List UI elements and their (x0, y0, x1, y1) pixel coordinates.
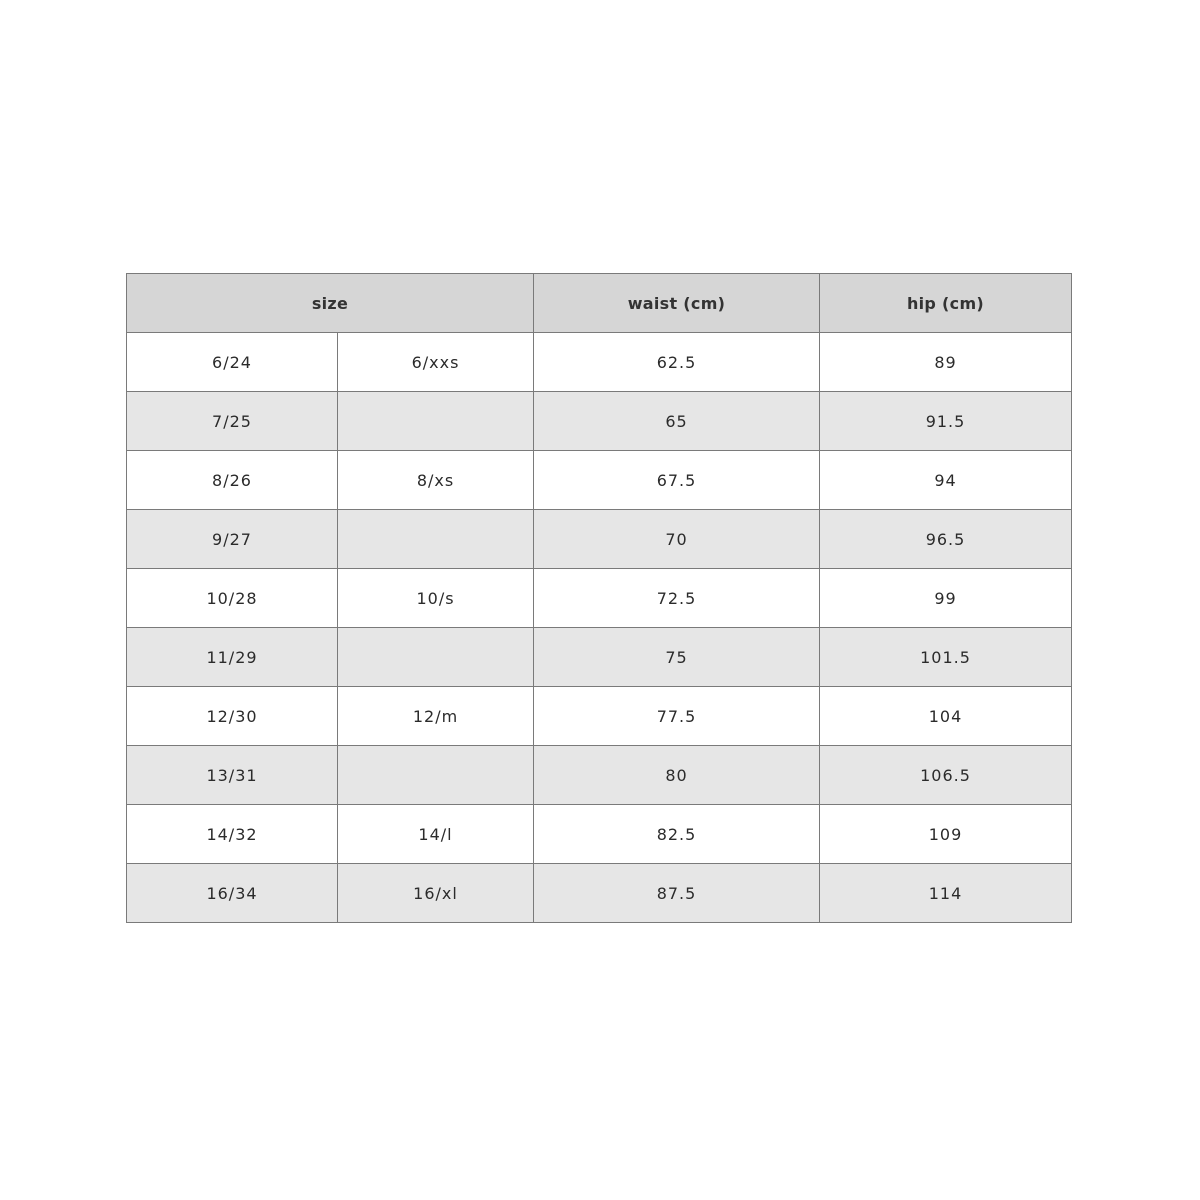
cell-waist: 67.5 (534, 451, 820, 510)
cell-hip: 96.5 (820, 510, 1072, 569)
cell-size-number: 13/31 (127, 746, 338, 805)
cell-waist: 82.5 (534, 805, 820, 864)
cell-size-number: 9/27 (127, 510, 338, 569)
table-row (127, 392, 1072, 451)
cell-waist: 80 (534, 746, 820, 805)
size-chart-table (126, 273, 1072, 923)
table-row (127, 510, 1072, 569)
table-body (127, 333, 1072, 923)
cell-size-letter: 6/xxs (338, 333, 534, 392)
cell-hip: 106.5 (820, 746, 1072, 805)
cell-hip: 109 (820, 805, 1072, 864)
cell-waist: 70 (534, 510, 820, 569)
cell-size-number: 8/26 (127, 451, 338, 510)
table-row (127, 569, 1072, 628)
cell-hip: 101.5 (820, 628, 1072, 687)
cell-hip: 89 (820, 333, 1072, 392)
header-size: size (127, 274, 534, 333)
cell-size-letter: 8/xs (338, 451, 534, 510)
header-row (127, 274, 1072, 333)
cell-size-number: 16/34 (127, 864, 338, 923)
cell-hip: 114 (820, 864, 1072, 923)
cell-size-letter (338, 746, 534, 805)
cell-size-letter (338, 510, 534, 569)
cell-waist: 62.5 (534, 333, 820, 392)
cell-size-number: 11/29 (127, 628, 338, 687)
cell-size-letter: 16/xl (338, 864, 534, 923)
cell-waist: 77.5 (534, 687, 820, 746)
cell-hip: 94 (820, 451, 1072, 510)
table-row (127, 864, 1072, 923)
table-row (127, 628, 1072, 687)
cell-size-letter: 10/s (338, 569, 534, 628)
cell-waist: 75 (534, 628, 820, 687)
cell-size-letter: 12/m (338, 687, 534, 746)
table-row (127, 451, 1072, 510)
table-row (127, 687, 1072, 746)
cell-hip: 104 (820, 687, 1072, 746)
table-row (127, 333, 1072, 392)
cell-size-letter (338, 628, 534, 687)
cell-size-number: 12/30 (127, 687, 338, 746)
cell-size-number: 6/24 (127, 333, 338, 392)
table-row (127, 746, 1072, 805)
header-waist: waist (cm) (534, 274, 820, 333)
cell-size-number: 10/28 (127, 569, 338, 628)
cell-size-letter: 14/l (338, 805, 534, 864)
cell-hip: 91.5 (820, 392, 1072, 451)
cell-waist: 87.5 (534, 864, 820, 923)
cell-size-number: 14/32 (127, 805, 338, 864)
table-header (127, 274, 1072, 333)
table-row (127, 805, 1072, 864)
cell-size-letter (338, 392, 534, 451)
cell-hip: 99 (820, 569, 1072, 628)
cell-waist: 65 (534, 392, 820, 451)
header-hip: hip (cm) (820, 274, 1072, 333)
cell-size-number: 7/25 (127, 392, 338, 451)
cell-waist: 72.5 (534, 569, 820, 628)
